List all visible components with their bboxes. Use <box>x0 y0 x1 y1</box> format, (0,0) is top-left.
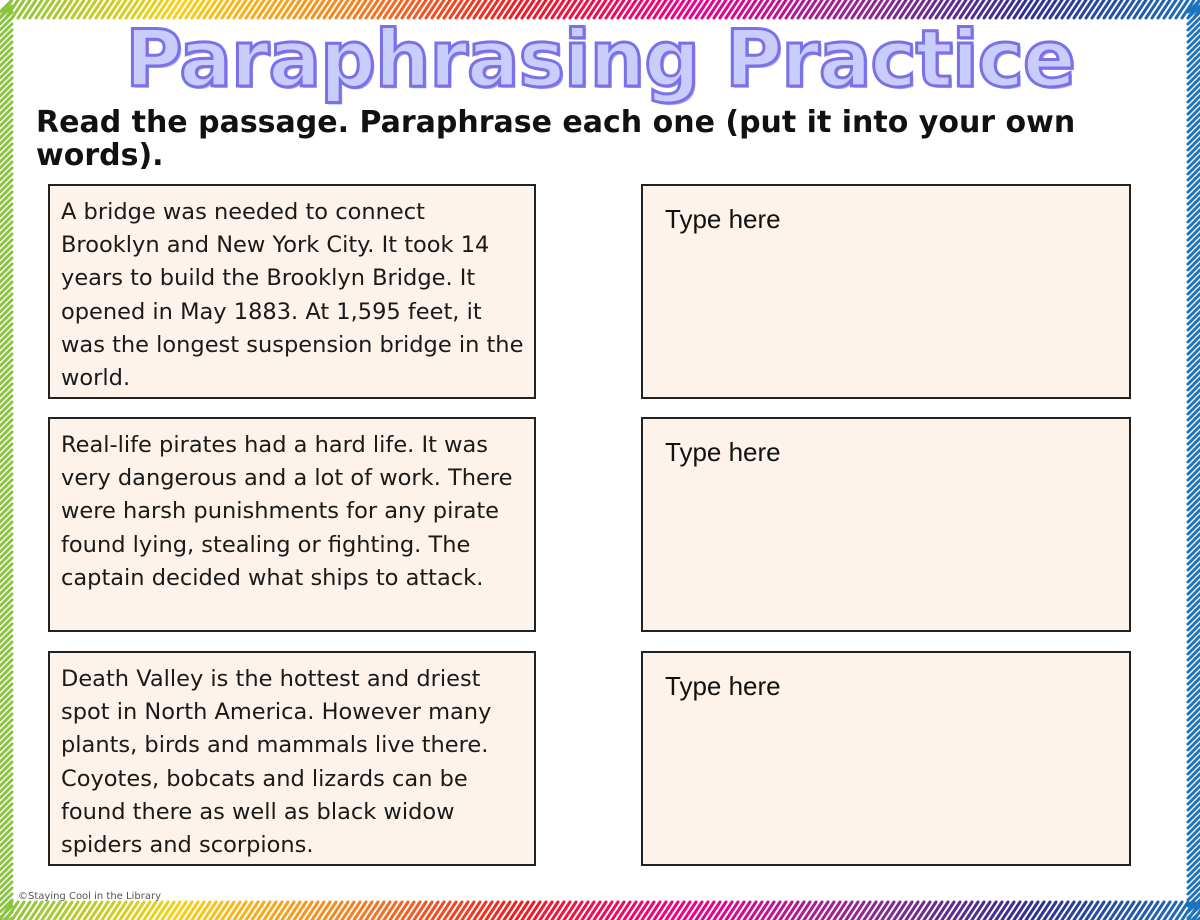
page-title: Paraphrasing Practice <box>125 15 1075 105</box>
copyright-notice: ©Staying Cool in the Library <box>18 891 161 902</box>
answer-textbox-2[interactable]: Type here <box>641 417 1131 632</box>
answer-textbox-3[interactable]: Type here <box>641 651 1131 866</box>
passage-box-3: Death Valley is the hottest and driest spot in North America. However many plants, birds and mammals live there. Coyotes, bobcats and lizards can be found there as well as black widow spiders and scorpions. <box>48 651 536 866</box>
instructions: Read the passage. Paraphrase each one (put it into your own words). <box>36 105 1076 173</box>
passage-box-2: Real-life pirates had a hard life. It was very dangerous and a lot of work. There were harsh punishments for any pirate found lying, stealing or fighting. The captain decided what ships to attack. <box>48 417 536 632</box>
passage-box-1: A bridge was needed to connect Brooklyn and New York City. It took 14 years to build the Brooklyn Bridge. It opened in May 1883. At 1,595 feet, it was the longest suspension bridge in the world. <box>48 184 536 399</box>
answer-textbox-1[interactable]: Type here <box>641 184 1131 399</box>
